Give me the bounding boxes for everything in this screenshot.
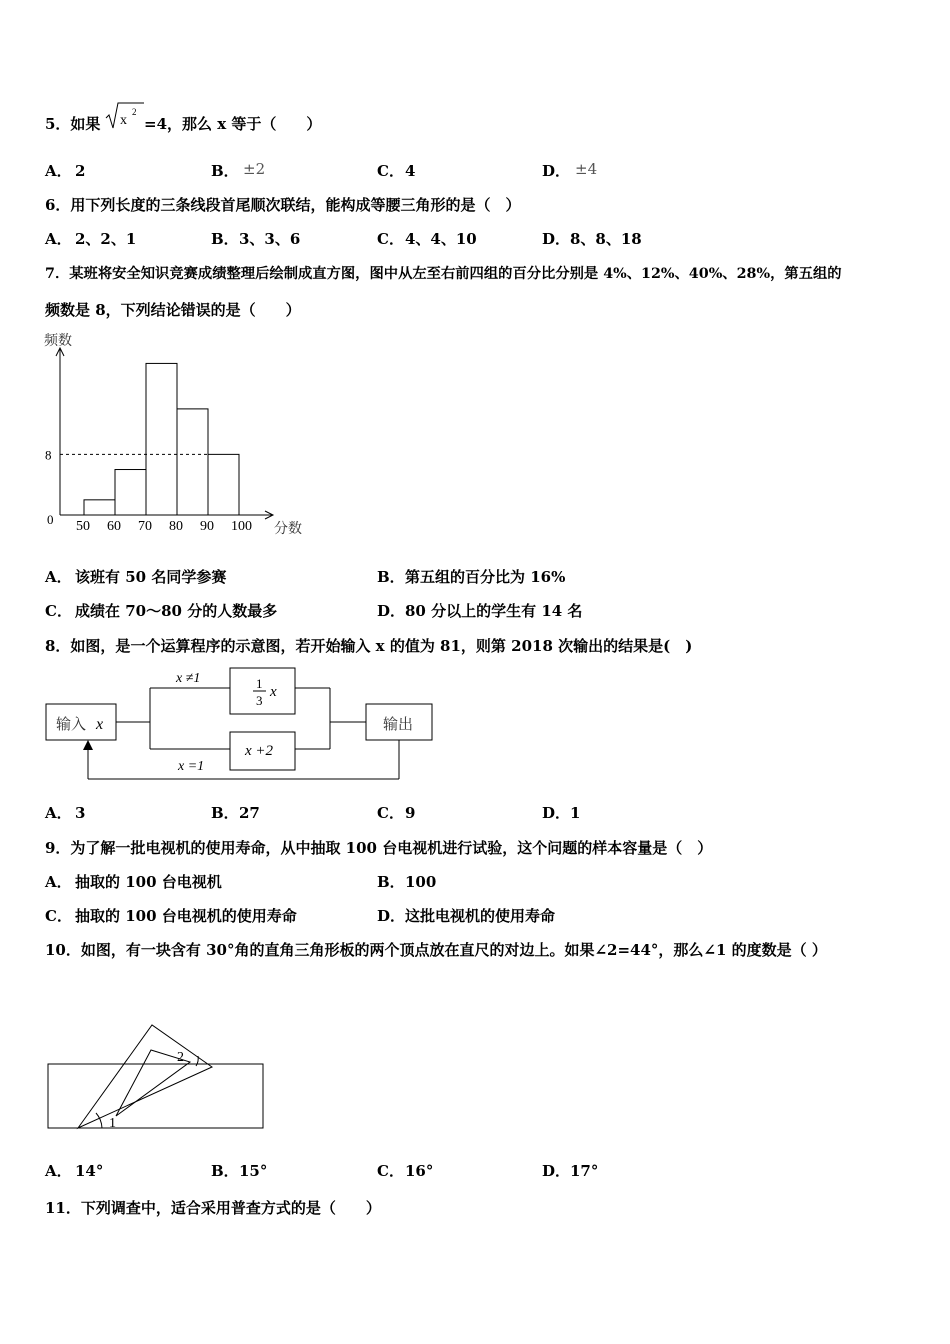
q5-option-b-letter[interactable]: B． [211,162,239,180]
input-label: 输入 [56,715,87,733]
triangle-outer [78,1025,212,1128]
q5-prefix: 5．如果 [45,115,101,133]
condition-not-one: x ≠1 [176,671,201,686]
y-tick-label-8: 8 [45,447,52,463]
q11-stem: 11．下列调查中，适合采用普查方式的是（ ） [45,1199,381,1217]
x-tick-label-50: 50 [76,519,90,534]
angle-2-label: 2 [177,1050,184,1065]
q7-option-b-text: 第五组的百分比为 16% [405,568,566,586]
q8-option-d-letter[interactable]: D． [542,804,571,822]
q7-option-b-letter[interactable]: B． [377,568,405,586]
q8-stem: 8．如图，是一个运算程序的示意图，若开始输入 x 的值为 81，则第 2018 次输出的结果是( ) [45,637,693,655]
q10-option-c-text: 16° [405,1162,434,1180]
q7-option-a-text: 该班有 50 名同学参赛 [75,568,227,586]
y-axis-label: 频数 [44,333,72,349]
q7-option-a-letter[interactable]: A． [45,568,72,586]
q7-stem-line2: 频数是 8，下列结论错误的是（ ） [45,301,301,319]
input-variable: x [96,716,104,733]
q7-option-d-text: 80 分以上的学生有 14 名 [405,602,583,620]
q10-option-c-letter[interactable]: C． [377,1162,404,1180]
x-tick-label-100: 100 [231,519,252,534]
q9-option-c-text: 抽取的 100 台电视机的使用寿命 [75,907,297,925]
q6-stem: 6．用下列长度的三条线段首尾顺次联结，能构成等腰三角形的是（ ） [45,196,521,214]
q7-option-c-text: 成绩在 70～80 分的人数最多 [75,602,278,620]
q5-option-d-letter[interactable]: D． [542,162,571,180]
x-tick-label-80: 80 [169,519,183,534]
fraction-denominator: 3 [256,693,263,708]
x-tick-label-70: 70 [138,519,152,534]
q7-option-c-letter[interactable]: C． [45,602,72,620]
q8-option-a-text: 3 [75,804,86,822]
histogram-chart [38,328,318,542]
ruler [48,1064,263,1128]
q10-stem: 10．如图，有一块含有 30°角的直角三角形板的两个顶点放在直尺的对边上。如果∠2=44°，那么∠1 的度数是（ ） [45,941,827,959]
angle-1-label: 1 [109,1116,116,1131]
q6-option-d-letter[interactable]: D． [542,230,571,248]
q10-option-b-text: 15° [239,1162,268,1180]
histogram-bar-50-60 [84,500,115,515]
q5-suffix: =4，那么 x 等于（ ） [144,115,322,133]
q5-radicand: x [120,113,127,128]
q6-option-d-text: 8、8、18 [570,230,642,248]
q6-option-a-text: 2、2、1 [75,230,137,248]
q10-option-d-text: 17° [570,1162,599,1180]
q6-option-c-text: 4、4、10 [405,230,477,248]
q6-option-c-letter[interactable]: C． [377,230,404,248]
q8-option-c-text: 9 [405,804,416,822]
q9-option-a-text: 抽取的 100 台电视机 [75,873,222,891]
q5-exponent: 2 [132,107,137,117]
q9-option-c-letter[interactable]: C． [45,907,72,925]
add-expression: x +2 [245,743,274,759]
q10-option-a-letter[interactable]: A． [45,1162,72,1180]
x-axis-label: 分数 [274,521,302,537]
condition-equals-one: x =1 [178,759,205,774]
feedback-arrowhead [83,740,93,750]
histogram-bar-60-70 [115,470,146,515]
q5-sqrt-expression [104,100,148,134]
output-label: 输出 [383,715,414,733]
fraction-variable: x [270,684,277,700]
q8-option-c-letter[interactable]: C． [377,804,404,822]
q5-option-b-text: ±2 [243,160,266,178]
q10-ruler-triangle-figure [44,1020,270,1132]
y-tick-label-0: 0 [47,512,54,527]
q5-option-a-text: 2 [75,162,86,180]
q6-option-b-text: 3、3、6 [239,230,301,248]
q8-option-a-letter[interactable]: A． [45,804,72,822]
q7-stem-line1: 7．某班将安全知识竞赛成绩整理后绘制成直方图，图中从左至右前四组的百分比分别是 4%、12%、40%、28%，第五组的 [45,266,842,282]
q10-option-b-letter[interactable]: B． [211,1162,239,1180]
q5-option-c-text: 4 [405,162,416,180]
q6-option-a-letter[interactable]: A． [45,230,72,248]
q9-option-d-letter[interactable]: D． [377,907,406,925]
q10-option-d-letter[interactable]: D． [542,1162,571,1180]
fraction-numerator: 1 [256,676,263,691]
x-tick-label-60: 60 [107,519,121,534]
q8-option-b-text: 27 [239,804,260,822]
q8-flowchart [40,660,440,788]
x-tick-label-90: 90 [200,519,214,534]
q7-option-d-letter[interactable]: D． [377,602,406,620]
q8-option-b-letter[interactable]: B． [211,804,239,822]
q9-option-b-text: 100 [405,873,437,891]
q5-option-c-letter[interactable]: C． [377,162,404,180]
histogram-bar-90-100 [208,454,239,515]
angle-1-arc [96,1113,102,1128]
q9-stem: 9．为了解一批电视机的使用寿命，从中抽取 100 台电视机进行试验，这个问题的样本容量是（ ） [45,839,713,857]
q6-option-b-letter[interactable]: B． [211,230,239,248]
q5-option-a-letter[interactable]: A． [45,162,72,180]
q10-option-a-text: 14° [75,1162,104,1180]
q9-option-d-text: 这批电视机的使用寿命 [405,907,556,925]
histogram-bar-70-80 [146,363,177,515]
q9-option-a-letter[interactable]: A． [45,873,72,891]
q5-option-d-text: ±4 [575,160,598,178]
q8-option-d-text: 1 [570,804,581,822]
histogram-bar-80-90 [177,409,208,515]
q9-option-b-letter[interactable]: B． [377,873,405,891]
